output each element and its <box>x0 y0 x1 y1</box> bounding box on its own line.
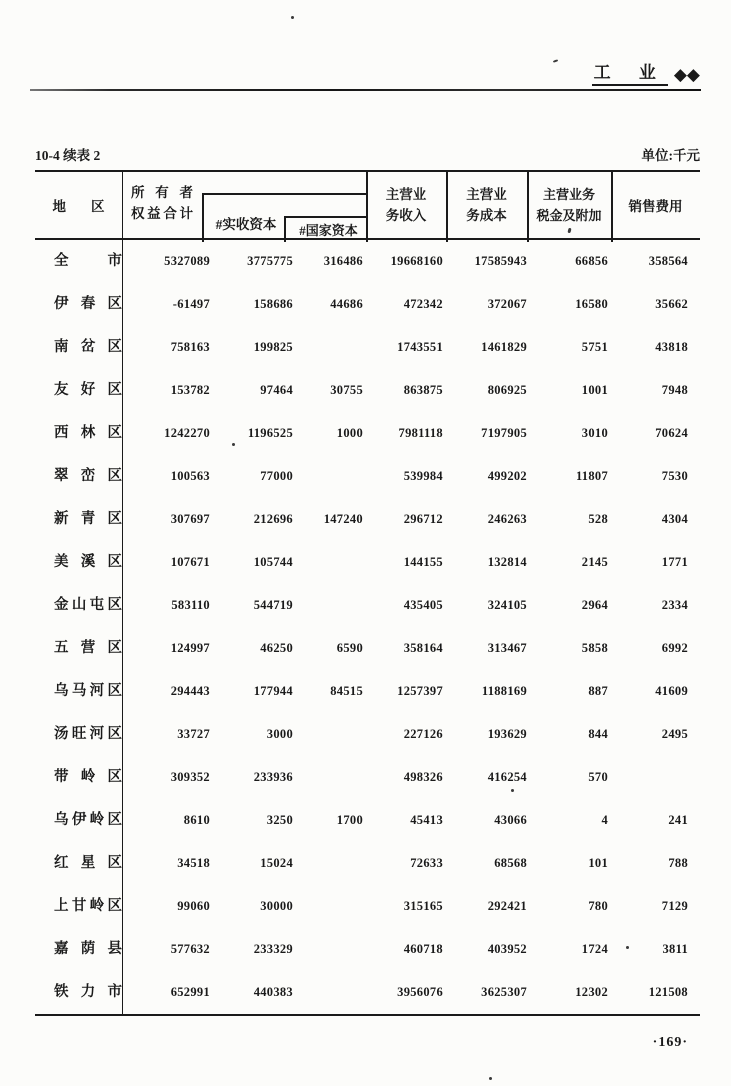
table-row <box>35 541 700 584</box>
value-cell: 863875 <box>403 383 443 397</box>
value-cell: 77000 <box>260 469 293 483</box>
value-cell: 233936 <box>253 770 293 784</box>
value-cell: 105744 <box>253 555 293 569</box>
value-cell: 577632 <box>170 942 210 956</box>
table-header <box>35 170 700 240</box>
value-cell: 147240 <box>323 512 363 526</box>
value-cell: 403952 <box>487 942 527 956</box>
table-row <box>35 756 700 799</box>
value-cell: 324105 <box>487 598 527 612</box>
region-name: 全市 <box>35 240 123 283</box>
value-cell: 43818 <box>655 340 688 354</box>
value-cell: 292421 <box>487 899 527 913</box>
table-body <box>35 240 700 1016</box>
value-cell: 132814 <box>487 555 527 569</box>
value-cell: 212696 <box>253 512 293 526</box>
value-cell: 17585943 <box>474 254 527 268</box>
value-cell: 313467 <box>487 641 527 655</box>
value-cell: 2145 <box>581 555 608 569</box>
value-cell: 844 <box>588 727 608 741</box>
value-cell: 1724 <box>581 942 608 956</box>
column-header-selling-expense: 销售费用 <box>628 199 683 214</box>
region-name: 翠峦区 <box>35 455 123 498</box>
value-cell: 30755 <box>330 383 363 397</box>
region-name: 带岭区 <box>35 756 123 799</box>
value-cell: 440383 <box>253 985 293 999</box>
value-cell: 652991 <box>170 985 210 999</box>
table-row <box>35 627 700 670</box>
column-header-revenue: 主营业 务收入 <box>385 187 427 223</box>
value-cell: 45413 <box>410 813 443 827</box>
step-line-state <box>284 216 367 218</box>
value-cell: 806925 <box>487 383 527 397</box>
value-cell <box>293 541 363 584</box>
value-cell: 2495 <box>661 727 688 741</box>
table-row <box>35 670 700 713</box>
value-cell: 307697 <box>170 512 210 526</box>
region-name: 铁力市 <box>35 971 123 1014</box>
value-cell: 99060 <box>177 899 210 913</box>
value-cell: 780 <box>588 899 608 913</box>
value-cell: 1461829 <box>481 340 527 354</box>
value-cell: 788 <box>668 856 688 870</box>
value-cell: 7129 <box>661 899 688 913</box>
value-cell: 193629 <box>487 727 527 741</box>
value-cell <box>293 756 363 799</box>
value-cell: 1257397 <box>397 684 443 698</box>
value-cell: 7197905 <box>481 426 527 440</box>
scan-artifact <box>489 1077 492 1080</box>
value-cell: 12302 <box>575 985 608 999</box>
value-cell: 1700 <box>336 813 363 827</box>
value-cell: 11807 <box>575 469 608 483</box>
value-cell: 3775775 <box>247 254 293 268</box>
value-cell: 46250 <box>260 641 293 655</box>
value-cell: 97464 <box>260 383 293 397</box>
value-cell: 101 <box>588 856 608 870</box>
scan-artifact <box>553 59 558 63</box>
unit-note: 单位:千元 <box>641 148 700 163</box>
region-name: 乌伊岭区 <box>35 799 123 842</box>
value-cell: 121508 <box>648 985 688 999</box>
value-cell: 199825 <box>253 340 293 354</box>
table-row <box>35 455 700 498</box>
diamond-icon: ◆◆ <box>673 65 700 84</box>
region-name: 上甘岭区 <box>35 885 123 928</box>
value-cell: 227126 <box>403 727 443 741</box>
region-name: 友好区 <box>35 369 123 412</box>
value-cell: 499202 <box>487 469 527 483</box>
table-row <box>35 240 700 283</box>
value-cell: 296712 <box>403 512 443 526</box>
table-row <box>35 799 700 842</box>
value-cell: 84515 <box>330 684 363 698</box>
value-cell <box>293 842 363 885</box>
value-cell: 460718 <box>403 942 443 956</box>
table-row <box>35 498 700 541</box>
region-name: 汤旺河区 <box>35 713 123 756</box>
value-cell: 4 <box>601 813 608 827</box>
statistics-table <box>35 170 700 1016</box>
value-cell: 44686 <box>330 297 363 311</box>
value-cell <box>293 326 363 369</box>
table-label: 10-4 续表 2 <box>35 148 101 163</box>
table-row <box>35 713 700 756</box>
value-cell: 3625307 <box>481 985 527 999</box>
value-cell: 294443 <box>170 684 210 698</box>
value-cell: 372067 <box>487 297 527 311</box>
table-row <box>35 412 700 455</box>
value-cell: 1000 <box>336 426 363 440</box>
value-cell: 570 <box>588 770 608 784</box>
value-cell: 528 <box>588 512 608 526</box>
region-name: 嘉荫县 <box>35 928 123 971</box>
table-row <box>35 885 700 928</box>
value-cell: 153782 <box>170 383 210 397</box>
chapter-title: 工 业 <box>592 63 668 86</box>
value-cell: 435405 <box>403 598 443 612</box>
table-row <box>35 971 700 1014</box>
column-header-paid-in-capital: #实收资本 <box>215 217 277 232</box>
value-cell: 35662 <box>655 297 688 311</box>
region-name: 美溪区 <box>35 541 123 584</box>
value-cell: 2964 <box>581 598 608 612</box>
value-cell: 246263 <box>487 512 527 526</box>
value-cell <box>293 971 363 1014</box>
value-cell: 19668160 <box>390 254 443 268</box>
value-cell: 1743551 <box>397 340 443 354</box>
value-cell: 7948 <box>661 383 688 397</box>
table-row <box>35 928 700 971</box>
value-cell: 34518 <box>177 856 210 870</box>
value-cell: 3000 <box>266 727 293 741</box>
scan-artifact <box>626 946 629 949</box>
value-cell: 539984 <box>403 469 443 483</box>
value-cell: 498326 <box>403 770 443 784</box>
value-cell: 68568 <box>494 856 527 870</box>
step-line-paid-in <box>202 193 204 242</box>
value-cell: 309352 <box>170 770 210 784</box>
value-cell: 5858 <box>581 641 608 655</box>
table-row <box>35 842 700 885</box>
scan-artifact <box>291 16 294 19</box>
header-rule <box>30 89 701 91</box>
value-cell: 144155 <box>403 555 443 569</box>
value-cell: 16580 <box>575 297 608 311</box>
value-cell: 316486 <box>323 254 363 268</box>
value-cell: -61497 <box>172 297 210 311</box>
value-cell: 315165 <box>403 899 443 913</box>
value-cell: 124997 <box>170 641 210 655</box>
value-cell: 177944 <box>253 684 293 698</box>
value-cell: 416254 <box>487 770 527 784</box>
value-cell: 544719 <box>253 598 293 612</box>
column-header-tax: 主营业务 税金及附加 <box>536 187 602 223</box>
value-cell: 1242270 <box>164 426 210 440</box>
value-cell: 233329 <box>253 942 293 956</box>
value-cell: 158686 <box>253 297 293 311</box>
value-cell: 472342 <box>403 297 443 311</box>
value-cell: 4304 <box>661 512 688 526</box>
region-name: 新青区 <box>35 498 123 541</box>
value-cell: 358164 <box>403 641 443 655</box>
value-cell <box>608 756 688 799</box>
value-cell <box>293 584 363 627</box>
value-cell: 3956076 <box>397 985 443 999</box>
value-cell: 3811 <box>662 942 688 956</box>
value-cell: 3010 <box>581 426 608 440</box>
value-cell <box>293 455 363 498</box>
value-cell: 5327089 <box>164 254 210 268</box>
value-cell: 7530 <box>661 469 688 483</box>
page-number: ·169· <box>652 1035 688 1050</box>
value-cell: 33727 <box>177 727 210 741</box>
value-cell: 41609 <box>655 684 688 698</box>
value-cell: 6992 <box>661 641 688 655</box>
table-caption <box>35 144 700 164</box>
value-cell: 758163 <box>170 340 210 354</box>
value-cell <box>293 928 363 971</box>
step-line-paid-in <box>202 193 367 195</box>
region-name: 伊春区 <box>35 283 123 326</box>
scan-artifact <box>511 789 514 792</box>
column-header-cost: 主营业 务成本 <box>466 187 507 223</box>
region-name: 金山屯区 <box>35 584 123 627</box>
region-name: 南岔区 <box>35 326 123 369</box>
value-cell: 7981118 <box>398 426 443 440</box>
value-cell: 66856 <box>575 254 608 268</box>
table-row <box>35 584 700 627</box>
value-cell: 15024 <box>260 856 293 870</box>
region-name: 西林区 <box>35 412 123 455</box>
value-cell: 43066 <box>494 813 527 827</box>
table-row <box>35 369 700 412</box>
value-cell: 887 <box>588 684 608 698</box>
value-cell: 358564 <box>648 254 688 268</box>
value-cell: 1771 <box>661 555 688 569</box>
value-cell: 3250 <box>266 813 293 827</box>
column-header-region: 地区 <box>52 199 105 214</box>
value-cell: 6590 <box>336 641 363 655</box>
value-cell: 2334 <box>661 598 688 612</box>
value-cell <box>293 885 363 928</box>
table-row <box>35 326 700 369</box>
table-row <box>35 283 700 326</box>
scan-artifact <box>232 443 235 446</box>
value-cell: 583110 <box>171 598 210 612</box>
value-cell: 1196525 <box>247 426 293 440</box>
value-cell: 1188169 <box>481 684 527 698</box>
value-cell: 70624 <box>655 426 688 440</box>
running-header <box>592 63 700 86</box>
column-header-state-capital: #国家资本 <box>299 223 358 238</box>
value-cell: 72633 <box>410 856 443 870</box>
value-cell: 8610 <box>183 813 210 827</box>
value-cell: 5751 <box>581 340 608 354</box>
value-cell: 107671 <box>170 555 210 569</box>
value-cell <box>293 713 363 756</box>
value-cell: 241 <box>668 813 688 827</box>
region-name: 乌马河区 <box>35 670 123 713</box>
column-header-owner-equity: 所有者 权益合计 <box>131 185 193 221</box>
value-cell: 1001 <box>581 383 608 397</box>
region-name: 五营区 <box>35 627 123 670</box>
value-cell: 100563 <box>170 469 210 483</box>
value-cell: 30000 <box>260 899 293 913</box>
region-name: 红星区 <box>35 842 123 885</box>
